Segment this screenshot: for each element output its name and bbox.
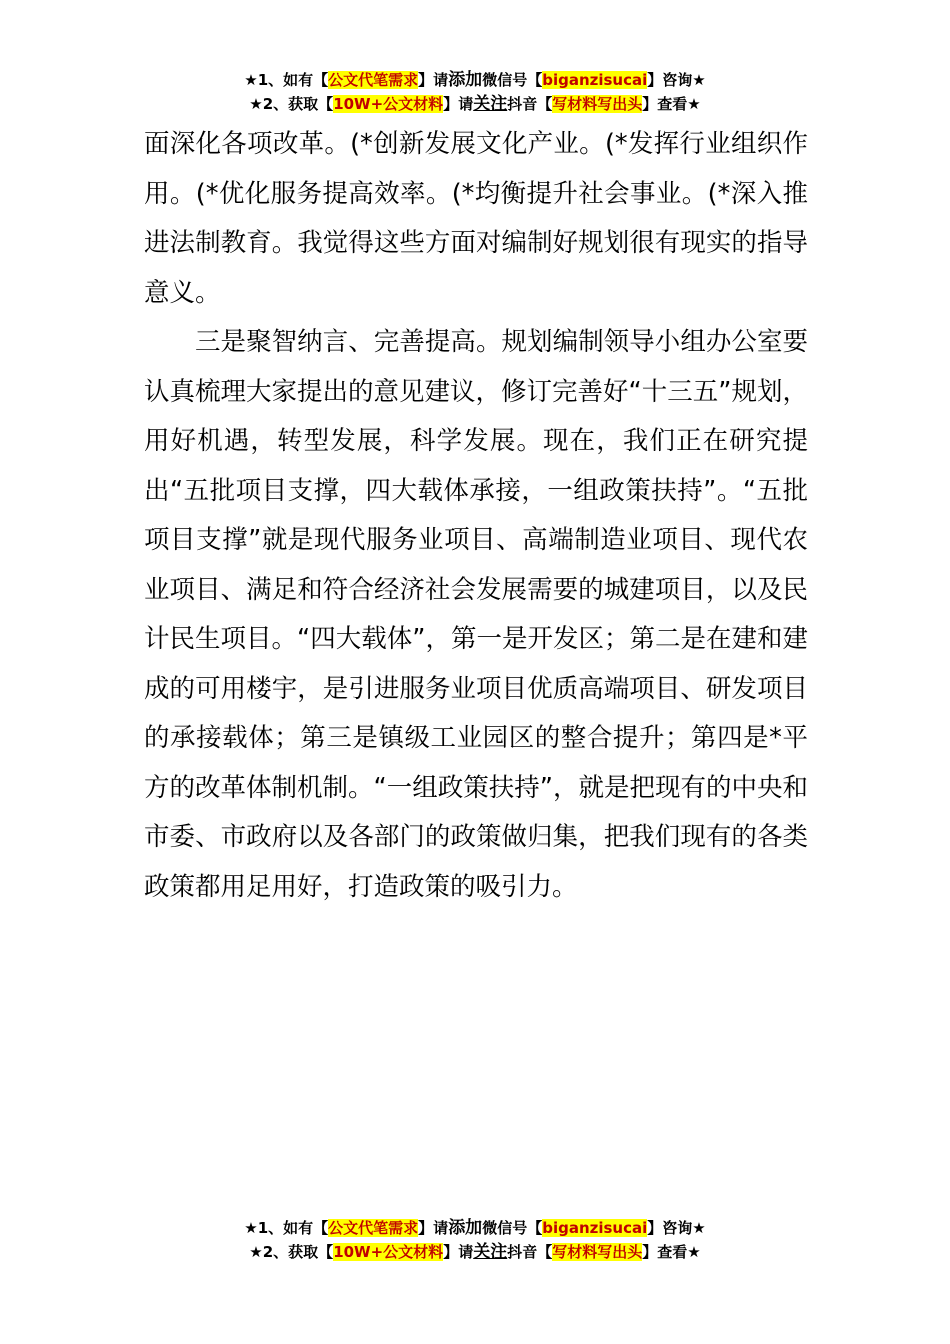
banner-text: 微信号【 xyxy=(482,71,543,89)
banner-line-2 xyxy=(0,1240,950,1264)
banner-emphasis: 添加 xyxy=(448,70,483,90)
highlight-douyin: 写材料写出头 xyxy=(552,95,643,113)
banner-text: 】查看★ xyxy=(642,95,701,113)
highlight-materials: 10W+公文材料 xyxy=(333,1243,444,1261)
footer-banner xyxy=(0,1216,950,1264)
banner-text: ★1、如有【 xyxy=(244,1219,329,1237)
banner-text: ★1、如有【 xyxy=(244,71,329,89)
banner-emphasis: 添加 xyxy=(448,1218,483,1238)
banner-line-1 xyxy=(0,1216,950,1240)
document-body xyxy=(144,120,808,912)
highlight-wechat-id: biganzisucai xyxy=(542,1219,648,1237)
banner-text: 】查看★ xyxy=(642,1243,701,1261)
body-paragraph-1: 面深化各项改革。(*创新发展文化产业。(*发挥行业组织作用。(*优化服务提高效率。(*均衡提升社会事业。(*深入推进法制教育。我觉得这些方面对编制好规划很有现实的指导意义。 xyxy=(144,129,808,308)
highlight-douyin: 写材料写出头 xyxy=(552,1243,643,1261)
highlight-materials: 10W+公文材料 xyxy=(333,95,444,113)
body-paragraph-2: 三是聚智纳言、完善提高。规划编制领导小组办公室要认真梳理大家提出的意见建议，修订完善好“十三五”规划，用好机遇，转型发展，科学发展。现在，我们正在研究提出“五批项目支撑，四大载体承接，一组政策扶持”。“五批项目支撑”就是现代服务业项目、高端制造业项目、现代农业项目、满足和符合经济社会发展需要的城建项目，以及民计民生项目。“四大载体”，第一是开发区；第二是在建和建成的可用楼宇，是引进服务业项目优质高端项目、研发项目的承接载体；第三是镇级工业园区的整合提升；第四是*平方的改革体制机制。“一组政策扶持”，就是把现有的中央和市委、市政府以及各部门的政策做归集，把我们现有的各类政策都用足用好，打造政策的吸引力。 xyxy=(144,327,808,902)
banner-text: 微信号【 xyxy=(482,1219,543,1237)
banner-emphasis: 关注 xyxy=(473,1242,508,1262)
banner-text: 】咨询★ xyxy=(647,1219,706,1237)
banner-text: 】请 xyxy=(418,1219,449,1237)
banner-text: 抖音【 xyxy=(507,95,553,113)
banner-text: 抖音【 xyxy=(507,1243,553,1261)
banner-text: 】请 xyxy=(443,95,474,113)
banner-text: ★2、获取【 xyxy=(249,95,334,113)
highlight-service: 公文代笔需求 xyxy=(328,1219,419,1237)
header-banner xyxy=(0,68,950,116)
banner-text: 】请 xyxy=(418,71,449,89)
banner-emphasis: 关注 xyxy=(473,94,508,114)
banner-text: 】请 xyxy=(443,1243,474,1261)
banner-line-1 xyxy=(0,68,950,92)
banner-line-2 xyxy=(0,92,950,116)
banner-text: 】咨询★ xyxy=(647,71,706,89)
highlight-wechat-id: biganzisucai xyxy=(542,71,648,89)
highlight-service: 公文代笔需求 xyxy=(328,71,419,89)
banner-text: ★2、获取【 xyxy=(249,1243,334,1261)
